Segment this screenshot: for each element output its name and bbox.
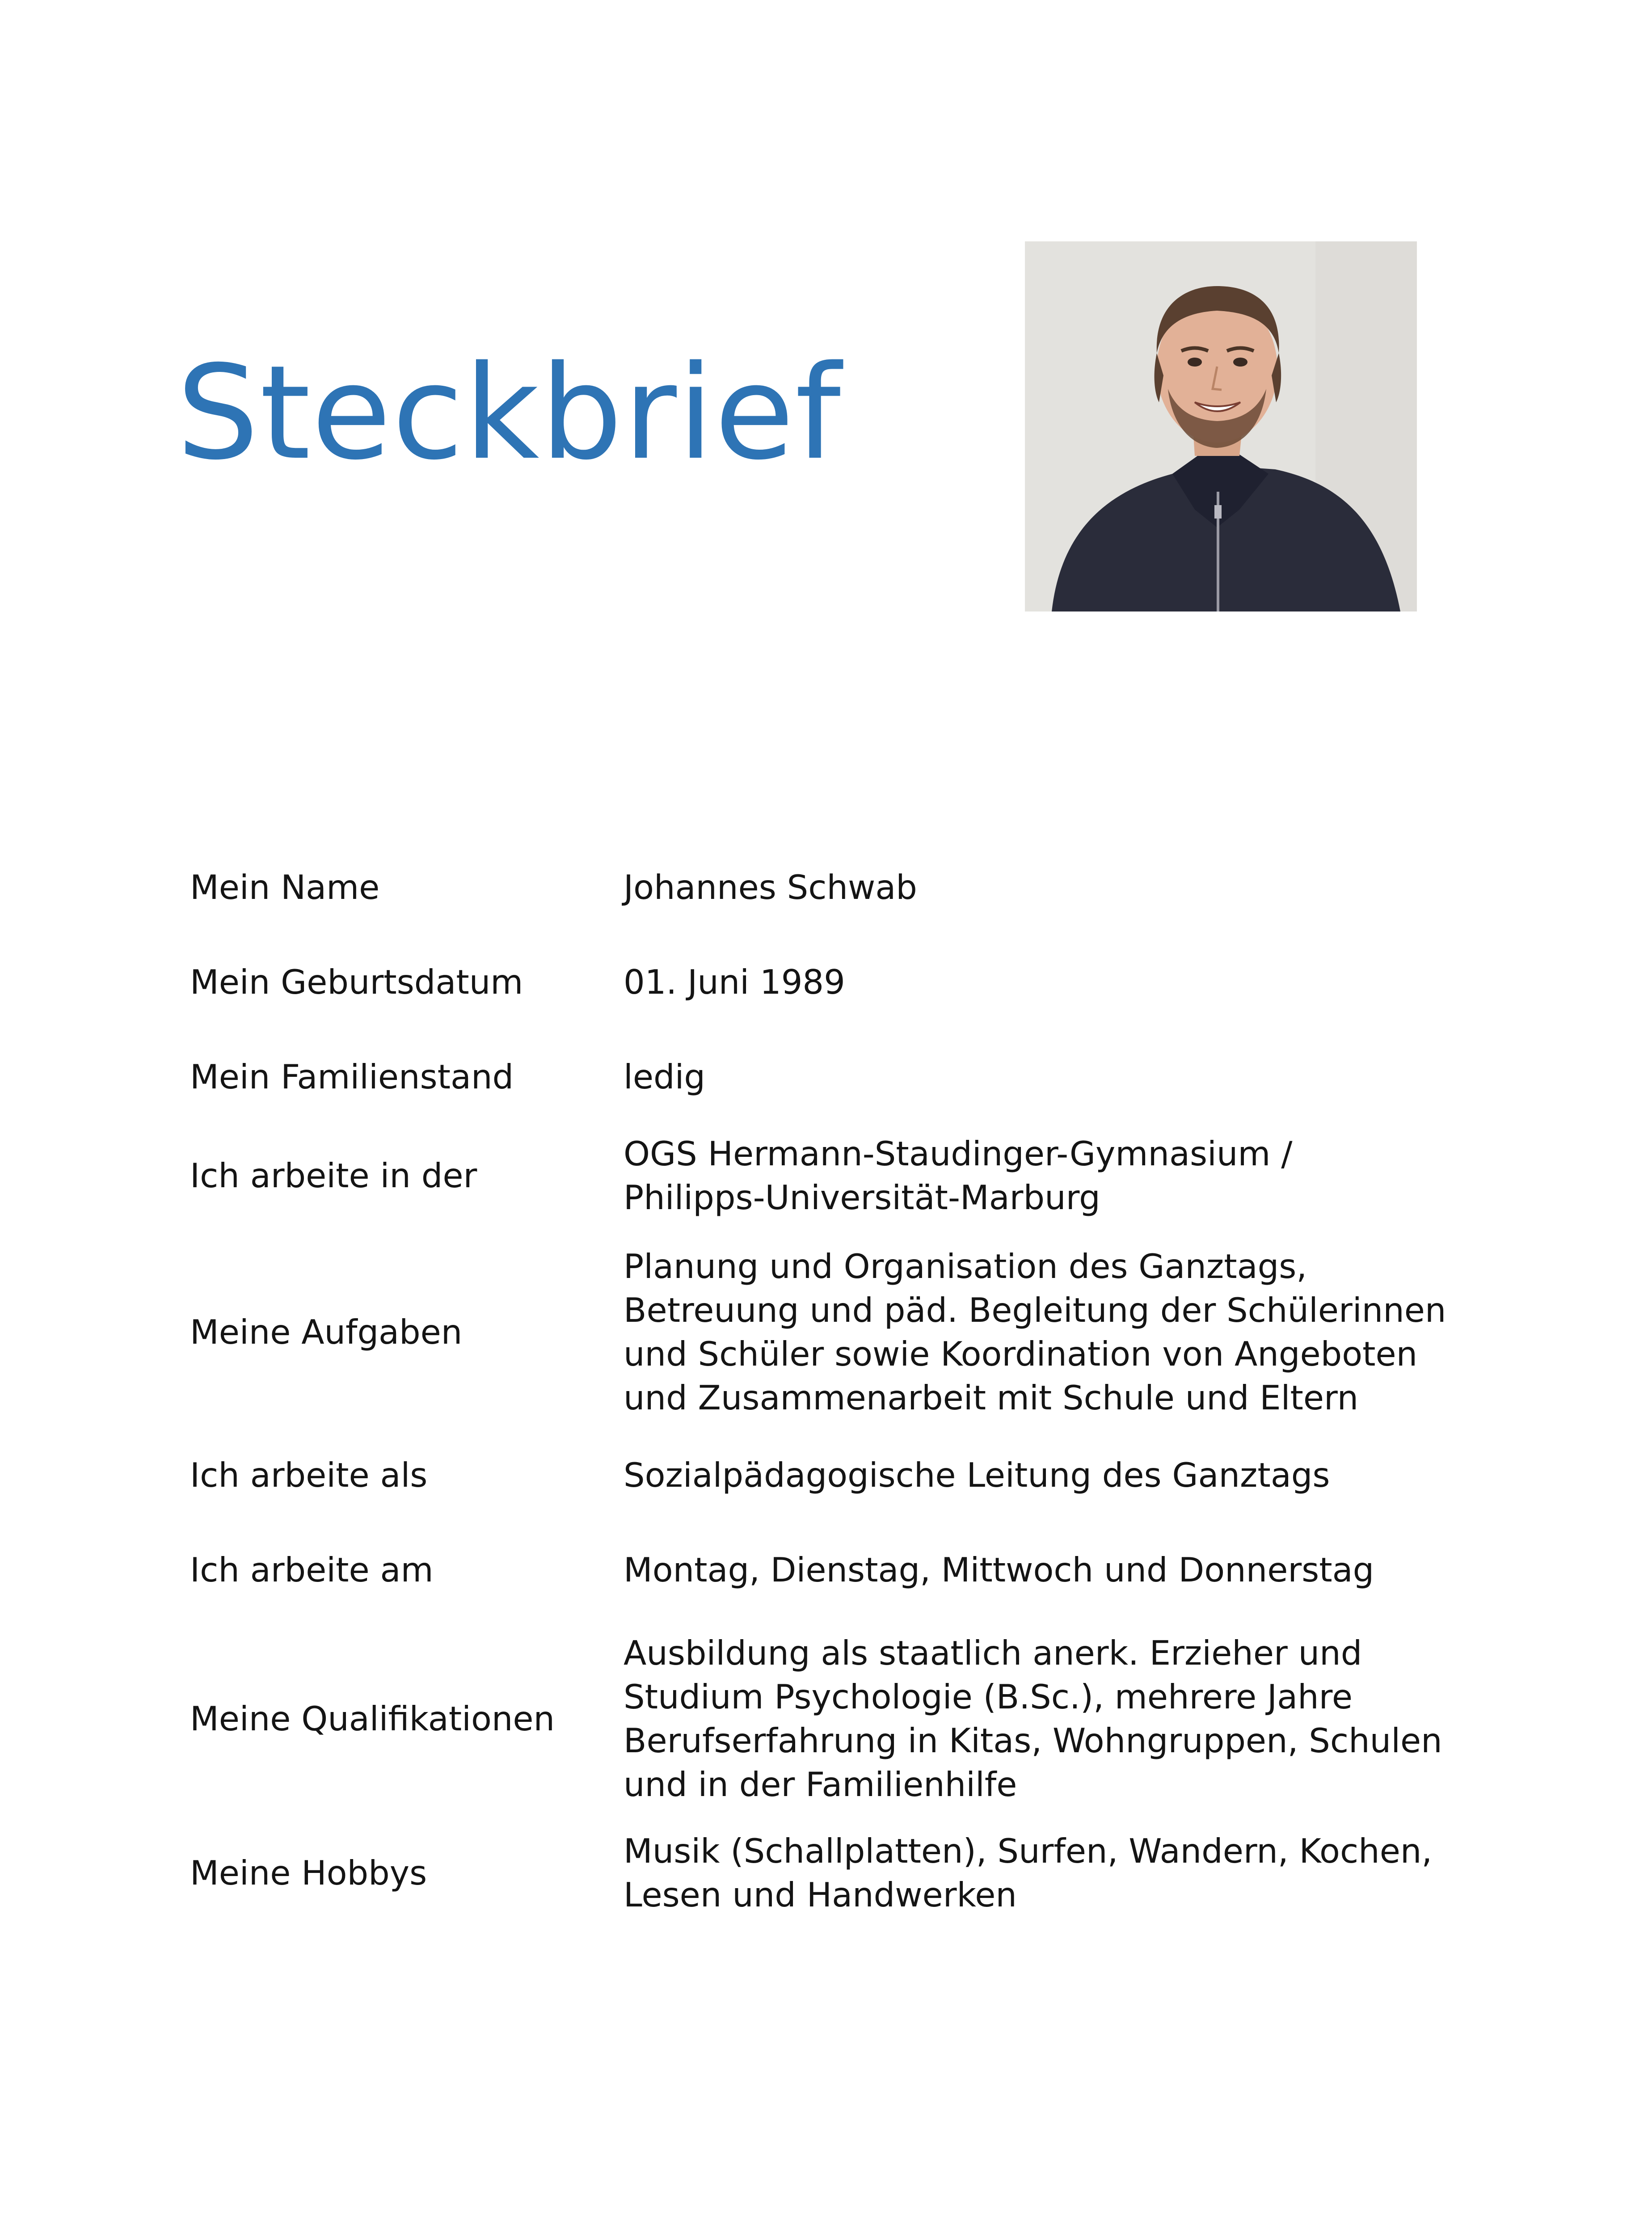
fact-label: Mein Familienstand <box>190 1057 514 1096</box>
fact-value-line: Sozialpädagogische Leitung des Ganztags <box>624 1455 1330 1495</box>
fact-row-birthdate <box>190 949 1441 1016</box>
fact-value-line: Musik (Schallplatten), Surfen, Wandern, Kochen, <box>624 1831 1433 1871</box>
fact-value <box>624 1548 1441 1592</box>
fact-row-qualifications <box>190 1629 1441 1808</box>
fact-value <box>624 960 1441 1004</box>
fact-value <box>624 865 1441 909</box>
fact-value-line: Johannes Schwab <box>624 868 917 907</box>
fact-row-workplace <box>190 1131 1441 1220</box>
fact-label: Ich arbeite als <box>190 1455 428 1495</box>
fact-value-line: und Schüler sowie Koordination von Angeboten <box>624 1334 1418 1374</box>
fact-row-marital-status <box>190 1043 1441 1110</box>
fact-value <box>624 1244 1446 1420</box>
fact-row-workdays <box>190 1536 1441 1603</box>
fact-value-line: 01. Juni 1989 <box>624 962 845 1002</box>
fact-value-line: Betreuung und päd. Begleitung der Schülerinnen <box>624 1290 1446 1330</box>
fact-label: Ich arbeite am <box>190 1550 434 1590</box>
portrait-photo <box>1025 241 1417 611</box>
page-title: Steckbrief <box>177 338 842 489</box>
fact-value-line: Studium Psychologie (B.Sc.), mehrere Jahre <box>624 1677 1353 1716</box>
fact-value-line: und in der Familienhilfe <box>624 1765 1017 1804</box>
fact-value-line: Montag, Dienstag, Mittwoch und Donnerstag <box>624 1550 1374 1590</box>
fact-row-position <box>190 1442 1441 1509</box>
fact-row-name <box>190 854 1441 921</box>
fact-label: Mein Name <box>190 868 380 907</box>
fact-value <box>624 1829 1441 1917</box>
fact-label: Meine Aufgaben <box>190 1312 463 1352</box>
fact-value-line: Philipps-Universität-Marburg <box>624 1178 1100 1217</box>
fact-value-line: Ausbildung als staatlich anerk. Erzieher und <box>624 1633 1362 1673</box>
fact-value-line: Planung und Organisation des Ganztags, <box>624 1247 1307 1286</box>
portrait-illustration <box>1025 241 1417 611</box>
fact-value <box>624 1453 1441 1497</box>
fact-label: Mein Geburtsdatum <box>190 962 523 1002</box>
fact-label: Meine Hobbys <box>190 1853 427 1893</box>
fact-value <box>624 1055 1441 1099</box>
fact-value-line: Lesen und Handwerken <box>624 1875 1017 1915</box>
fact-value-line: ledig <box>624 1057 706 1096</box>
fact-row-tasks <box>190 1243 1446 1421</box>
fact-value <box>624 1631 1441 1806</box>
fact-value <box>624 1132 1441 1219</box>
fact-value-line: und Zusammenarbeit mit Schule und Eltern <box>624 1378 1359 1417</box>
fact-row-hobbies <box>190 1828 1441 1918</box>
fact-value-line: OGS Hermann-Staudinger-Gymnasium / <box>624 1134 1293 1173</box>
fact-label: Meine Qualifikationen <box>190 1699 555 1738</box>
fact-value-line: Berufserfahrung in Kitas, Wohngruppen, Schulen <box>624 1721 1442 1760</box>
fact-label: Ich arbeite in der <box>190 1156 477 1195</box>
